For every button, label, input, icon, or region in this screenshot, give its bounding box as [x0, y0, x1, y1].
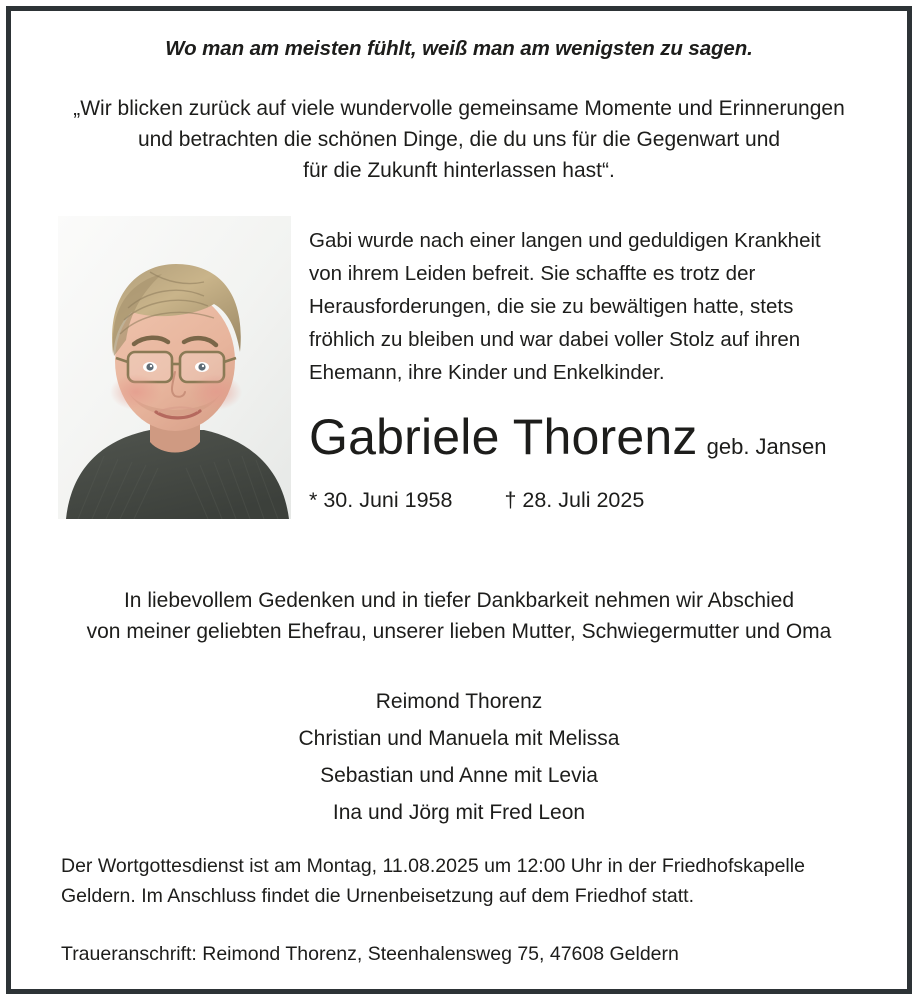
deceased-name [309, 409, 877, 465]
mourning-address: Traueranschrift: Reimond Thorenz, Steenhalensweg 75, 47608 Geldern [61, 943, 679, 965]
motto-text: Wo man am meisten fühlt, weiß man am wenigsten zu sagen. [165, 37, 753, 60]
quote-line-1: „Wir blicken zurück auf viele wundervolle gemeinsame Momente und Erinnerungen [73, 97, 845, 120]
farewell-line-1: In liebevollem Gedenken und in tiefer Dankbarkeit nehmen wir Abschied [123, 589, 795, 612]
biography-text [309, 224, 877, 389]
portrait-and-biography [41, 216, 877, 519]
family-member: Reimond Thorenz [375, 690, 543, 713]
farewell-text [41, 585, 877, 647]
farewell-line-2: von meiner geliebten Ehefrau, unserer lieben Mutter, Schwiegermutter und Oma [86, 620, 832, 643]
notice-footer [41, 851, 877, 975]
biography-line-3: Herausforderungen, die sie zu bewältigen hatte, stets [309, 295, 794, 318]
family-members-list [41, 683, 877, 831]
biography-line-2: von ihrem Leiden befreit. Sie schaffte es trotz der [309, 262, 756, 285]
biography-line-5: Ehemann, ihre Kinder und Enkelkinder. [309, 361, 665, 384]
portrait-column [58, 216, 291, 519]
life-dates [309, 488, 877, 513]
service-details [61, 851, 877, 911]
biography-line-4: fröhlich zu bleiben und war dabei voller Stolz auf ihren [309, 328, 801, 351]
quote-line-3: für die Zukunft hinterlassen hast“. [303, 159, 615, 182]
family-member: Ina und Jörg mit Fred Leon [332, 801, 586, 824]
biography-column [299, 216, 877, 513]
memorial-quote [41, 93, 877, 186]
birth-date: * 30. Juni 1958 [309, 488, 453, 512]
death-date: † 28. Juli 2025 [504, 488, 645, 512]
full-name: Gabriele Thorenz [309, 409, 698, 465]
service-line-1: Der Wortgottesdienst ist am Montag, 11.08.2025 um 12:00 Uhr in der Friedhofskapelle [61, 855, 805, 877]
family-member: Christian und Manuela mit Melissa [298, 727, 620, 750]
quote-line-2: und betrachten die schönen Dinge, die du uns für die Gegenwart und [137, 128, 781, 151]
biography-line-1: Gabi wurde nach einer langen und geduldigen Krankheit [309, 229, 821, 252]
notice-frame [6, 6, 912, 994]
service-line-2: Geldern. Im Anschluss findet die Urnenbeisetzung auf dem Friedhof statt. [61, 885, 695, 907]
family-member: Sebastian und Anne mit Levia [320, 764, 598, 787]
portrait-photo [58, 216, 291, 519]
maiden-name: geb. Jansen [706, 434, 827, 459]
